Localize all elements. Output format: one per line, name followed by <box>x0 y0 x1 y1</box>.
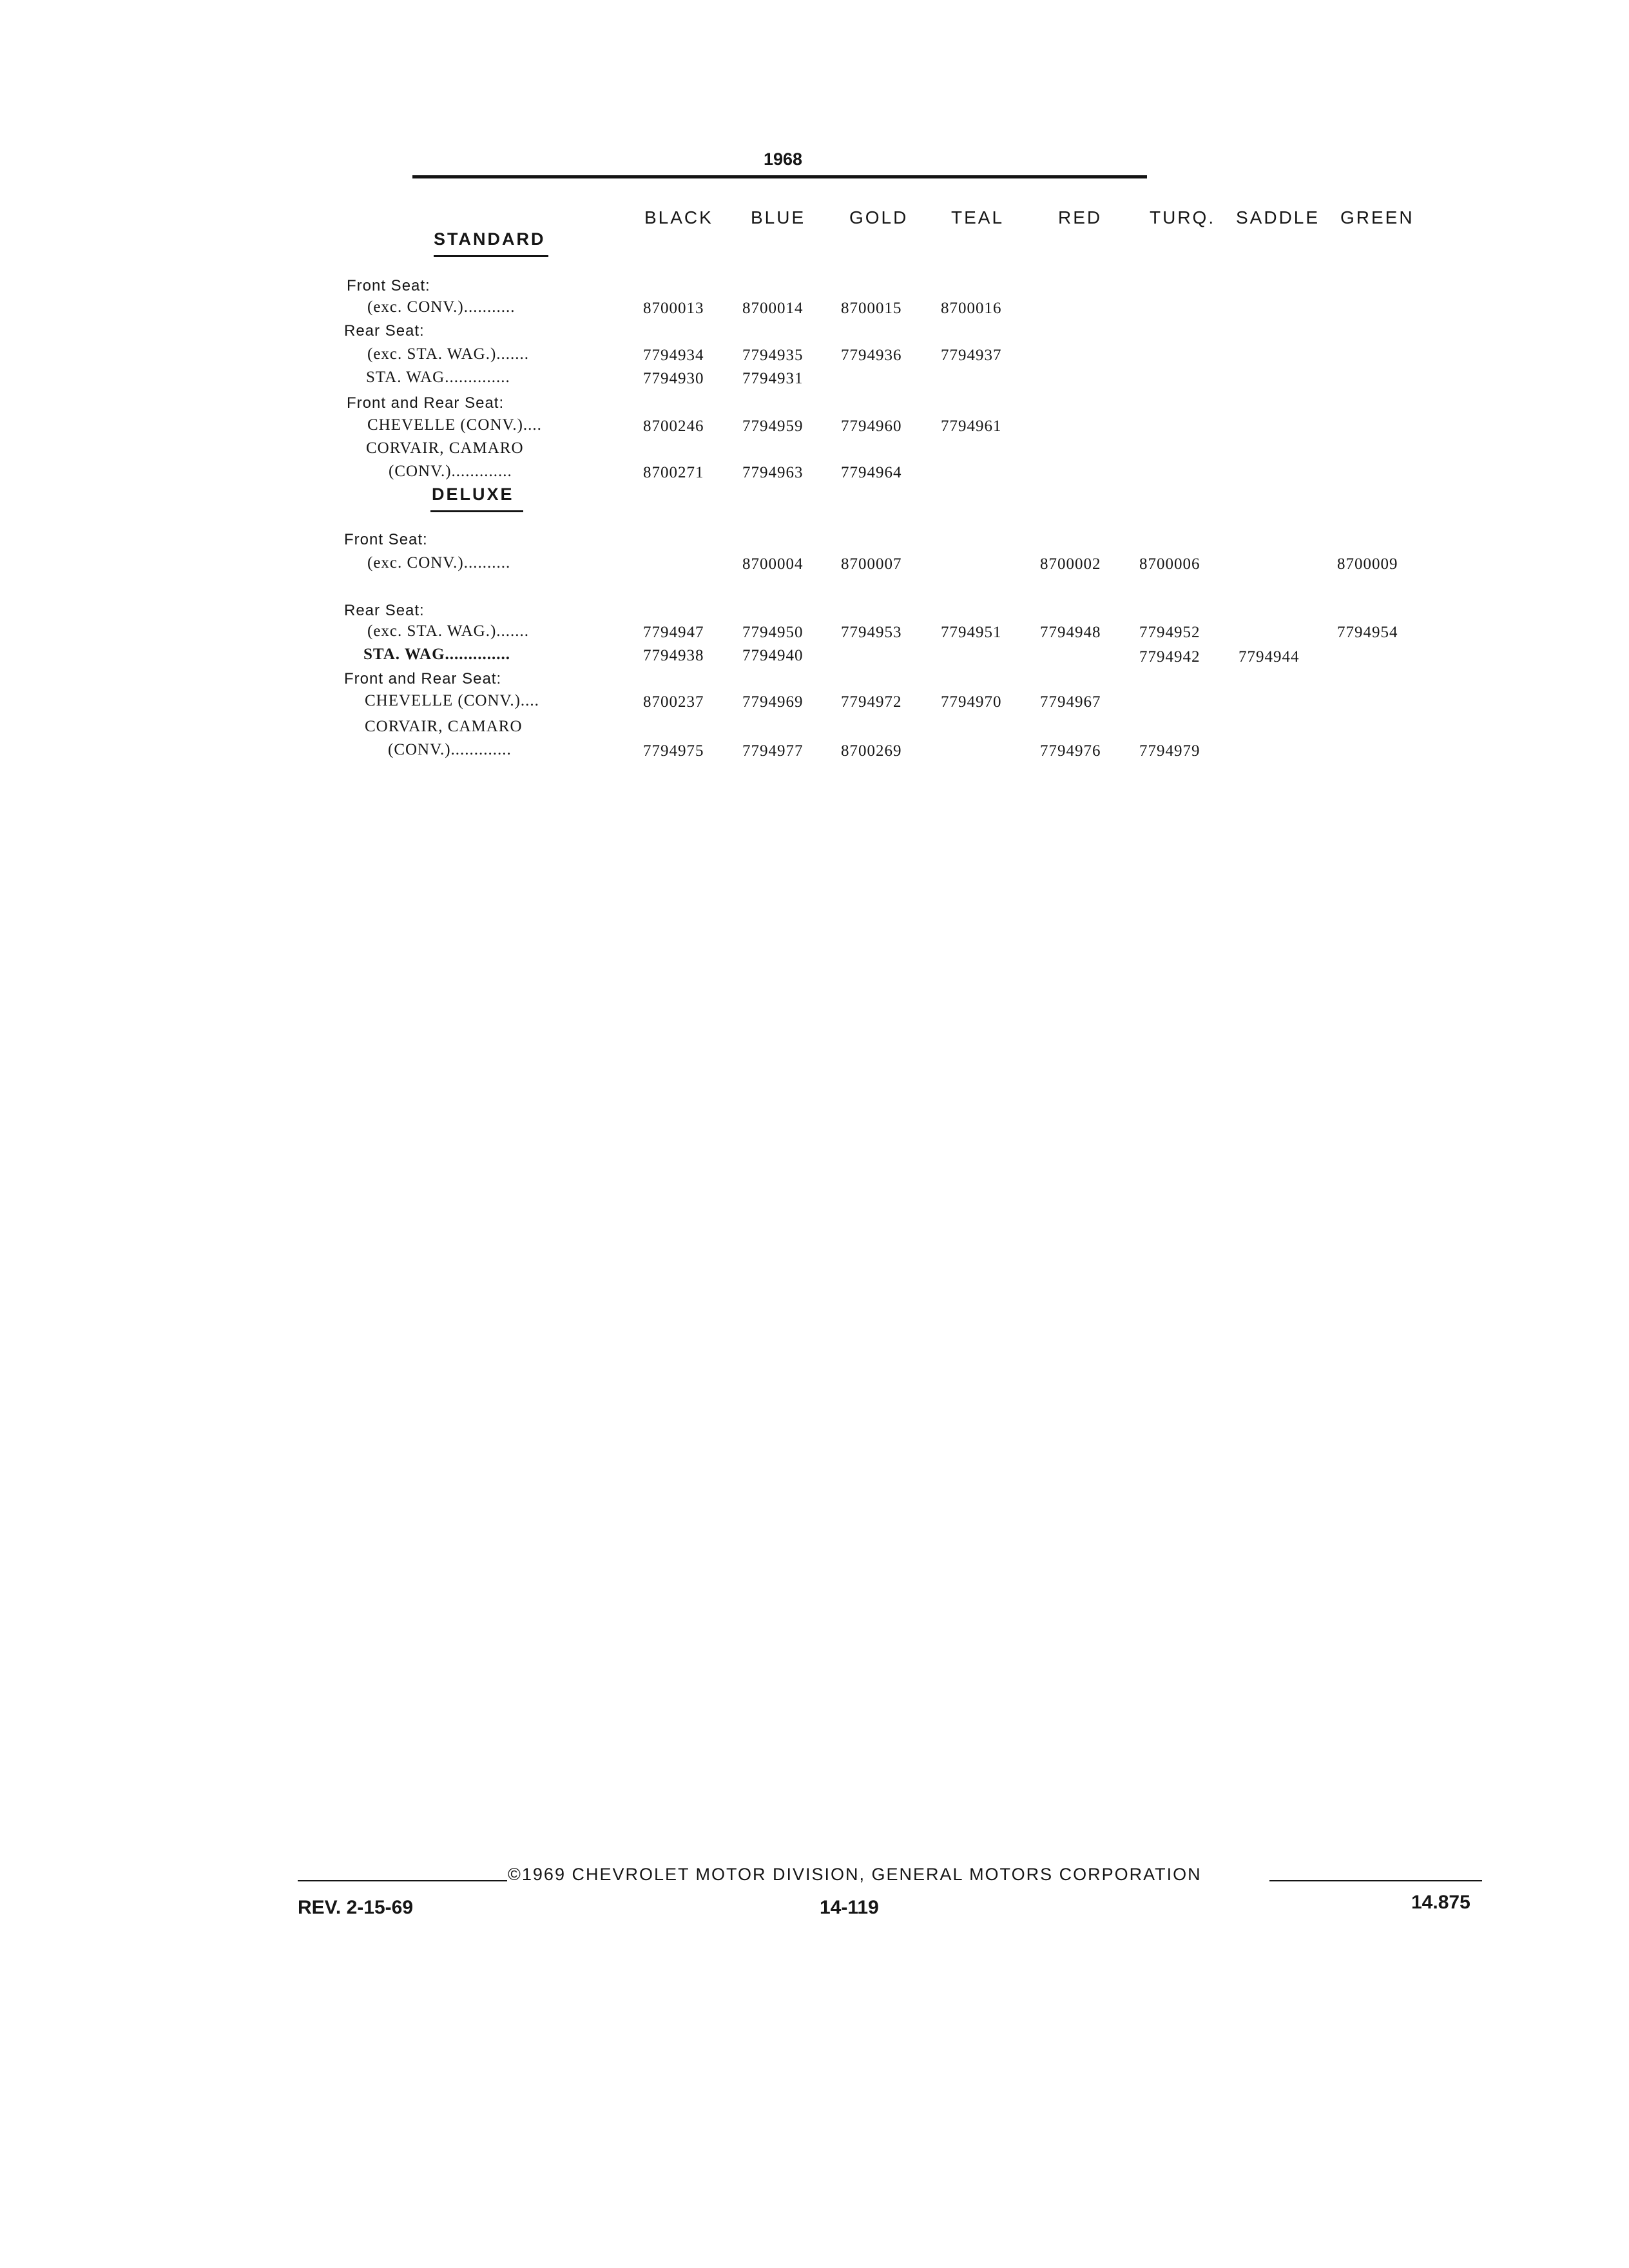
section-deluxe: DELUXE <box>432 485 514 504</box>
dlx-chevelle-teal: 7794970 <box>941 693 1002 711</box>
std-chevelle-blue: 7794959 <box>742 418 804 435</box>
std-rear-seat-label: Rear Seat: <box>344 322 425 340</box>
std-front-rear-label: Front and Rear Seat: <box>347 394 505 412</box>
std-front-gold: 8700015 <box>841 300 902 317</box>
dlx-conv-black: 7794975 <box>643 742 704 760</box>
dlx-rear-red: 7794948 <box>1040 624 1101 641</box>
footer-page-number: 14-119 <box>820 1897 879 1918</box>
std-chevelle-gold: 7794960 <box>841 418 902 435</box>
dlx-front-rear-label: Front and Rear Seat: <box>344 670 502 687</box>
footer-section-number: 14.875 <box>1411 1892 1470 1913</box>
std-rear-blue: 7794935 <box>742 347 804 364</box>
std-front-seat-label: Front Seat: <box>347 277 430 294</box>
footer-revision: REV. 2-15-69 <box>298 1897 414 1918</box>
std-front-black: 8700013 <box>643 300 704 317</box>
dlx-front-blue: 8700004 <box>742 555 804 573</box>
dlx-stawag-black: 7794938 <box>643 647 704 664</box>
dlx-stawag-saddle: 7794944 <box>1239 648 1300 666</box>
dlx-front-green: 8700009 <box>1337 555 1398 573</box>
std-corvair-camaro-label: CORVAIR, CAMARO <box>366 439 524 457</box>
column-teal: TEAL <box>951 207 1005 227</box>
footer-rule-left <box>298 1880 507 1881</box>
header-rule <box>412 175 1147 178</box>
column-gold: GOLD <box>849 207 909 227</box>
std-rear-teal: 7794937 <box>941 347 1002 364</box>
dlx-conv-turq: 7794979 <box>1139 742 1200 760</box>
dlx-chevelle-label: CHEVELLE (CONV.).... <box>365 692 539 709</box>
dlx-chevelle-red: 7794967 <box>1040 693 1101 711</box>
std-front-blue: 8700014 <box>742 300 804 317</box>
dlx-front-red: 8700002 <box>1040 555 1101 573</box>
std-rear-gold: 7794936 <box>841 347 902 364</box>
dlx-chevelle-black: 8700237 <box>643 693 704 711</box>
dlx-chevelle-gold: 7794972 <box>841 693 902 711</box>
std-chevelle-black: 8700246 <box>643 418 704 435</box>
column-black: BLACK <box>644 207 713 227</box>
column-green: GREEN <box>1340 207 1414 227</box>
dlx-conv-red: 7794976 <box>1040 742 1101 760</box>
std-conv-black: 8700271 <box>643 464 704 481</box>
dlx-front-seat-label: Front Seat: <box>344 531 428 548</box>
dlx-conv-blue: 7794977 <box>742 742 804 760</box>
dlx-conv-gold: 8700269 <box>841 742 902 760</box>
footer-copyright: ©1969 CHEVROLET MOTOR DIVISION, GENERAL MOTORS CORPORATION <box>508 1865 1202 1884</box>
std-front-teal: 8700016 <box>941 300 1002 317</box>
dlx-rear-black: 7794947 <box>643 624 704 641</box>
std-sta-wag-label: STA. WAG.............. <box>366 369 510 386</box>
std-rear-black: 7794934 <box>643 347 704 364</box>
std-conv-blue: 7794963 <box>742 464 804 481</box>
std-front-exc-label: (exc. CONV.)........... <box>367 298 516 316</box>
section-deluxe-rule <box>430 510 523 512</box>
dlx-rear-teal: 7794951 <box>941 624 1002 641</box>
page-year: 1968 <box>764 149 803 169</box>
footer-rule-right <box>1269 1880 1482 1881</box>
dlx-rear-blue: 7794950 <box>742 624 804 641</box>
std-stawag-black: 7794930 <box>643 370 704 387</box>
std-conv-label: (CONV.)............. <box>389 463 512 480</box>
dlx-front-turq: 8700006 <box>1139 555 1200 573</box>
dlx-corvair-camaro-label: CORVAIR, CAMARO <box>365 718 523 735</box>
dlx-rear-turq: 7794952 <box>1139 624 1200 641</box>
dlx-rear-gold: 7794953 <box>841 624 902 641</box>
dlx-rear-green: 7794954 <box>1337 624 1398 641</box>
dlx-front-exc-label: (exc. CONV.).......... <box>367 554 511 572</box>
dlx-rear-exc-label: (exc. STA. WAG.)....... <box>367 622 530 640</box>
dlx-front-gold: 8700007 <box>841 555 902 573</box>
std-chevelle-label: CHEVELLE (CONV.).... <box>367 416 542 434</box>
dlx-chevelle-blue: 7794969 <box>742 693 804 711</box>
std-chevelle-teal: 7794961 <box>941 418 1002 435</box>
column-saddle: SADDLE <box>1236 207 1320 227</box>
column-turq: TURQ. <box>1150 207 1216 227</box>
column-red: RED <box>1058 207 1103 227</box>
dlx-sta-wag-label: STA. WAG.............. <box>363 646 511 663</box>
column-blue: BLUE <box>751 207 806 227</box>
dlx-stawag-turq: 7794942 <box>1139 648 1200 666</box>
dlx-stawag-blue: 7794940 <box>742 647 804 664</box>
dlx-rear-seat-label: Rear Seat: <box>344 602 425 619</box>
dlx-conv-label: (CONV.)............. <box>388 741 512 758</box>
std-rear-exc-label: (exc. STA. WAG.)....... <box>367 345 530 363</box>
std-stawag-blue: 7794931 <box>742 370 804 387</box>
section-standard-rule <box>434 255 548 257</box>
section-standard: STANDARD <box>434 229 546 249</box>
std-conv-gold: 7794964 <box>841 464 902 481</box>
